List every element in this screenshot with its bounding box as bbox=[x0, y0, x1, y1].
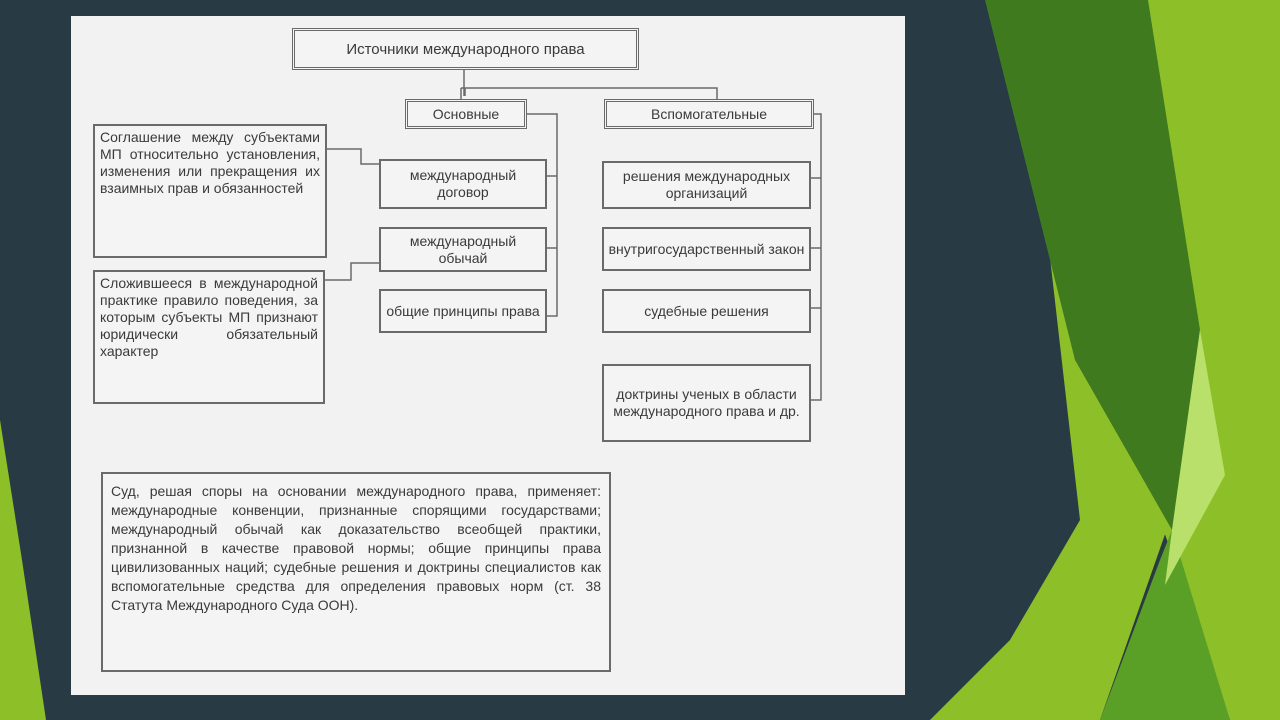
main-source-custom: международный обычай bbox=[379, 227, 547, 272]
main-sources-category: Основные bbox=[405, 99, 527, 129]
court-note: Суд, решая споры на основании международного права, применяет: международные конвенции, признанные спорящими государствами; международный обычай как доказательство всеобщей практики, признанной в качестве правовой нормы; общие принципы права цивилизованных наций; судебные решения и доктрины специалистов как вспомогательные средства для определения правовых норм (ст. 38 Статута Международного Суда ООН). bbox=[101, 472, 611, 672]
aux-source-domestic-law: внутригосударственный закон bbox=[602, 227, 811, 271]
main-source-principles: общие принципы права bbox=[379, 289, 547, 333]
aux-source-court-decisions: судебные решения bbox=[602, 289, 811, 333]
diagram-image bbox=[71, 16, 905, 695]
aux-source-organizations: решения международных организаций bbox=[602, 161, 811, 209]
diagram-title: Источники международного права bbox=[292, 28, 639, 70]
left-green-shape bbox=[0, 420, 46, 720]
auxiliary-sources-category: Вспомогательные bbox=[604, 99, 814, 129]
aux-source-doctrines: доктрины ученых в области международного права и др. bbox=[602, 364, 811, 442]
treaty-definition: Соглашение между субъектами МП относительно установления, изменения или прекращения их взаимных прав и обязанностей bbox=[93, 124, 327, 258]
custom-definition: Сложившееся в международной практике правило поведения, за которым субъекты МП признают юридически обязательный характер bbox=[93, 270, 325, 404]
main-source-treaty: международный договор bbox=[379, 159, 547, 209]
